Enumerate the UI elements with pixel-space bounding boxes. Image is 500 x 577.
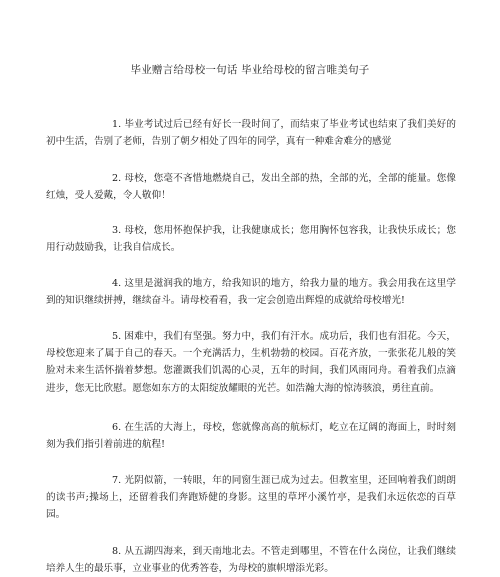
paragraph-6: 6. 在生活的大海上，母校，您就像高高的航标灯，屹立在辽阔的海面上，时时刻刻为我们指引着前进的航程! (46, 422, 456, 451)
paragraph-1: 1. 毕业考试过后已经有好长一段时间了，而结束了毕业考试也结束了我们美好的初中生活，告别了老师，告别了朝夕相处了四年的同学，真有一种难舍难分的感觉 (46, 119, 456, 148)
paragraph-7: 7. 光阴似箭，一转眼，年的同窗生涯已成为过去。但教室里，还回响着我们朗朗的读书声;操场上，还留着我们奔跑矫健的身影。这里的草坪小溪竹亭，是我们永远依恋的百草园。 (46, 475, 456, 521)
document-title: 毕业赠言给母校一句话 毕业给母校的留言唯美句子 (130, 64, 370, 76)
paragraph-8: 8. 从五湖四海来，到天南地北去。不管走到哪里，不管在什么岗位，让我们继续培养人生的最乐事，立业事业的优秀答卷，为母校的旗帜增添光彩。 (46, 546, 456, 575)
paragraph-3: 3. 母校，您用怀抱保护我，让我健康成长；您用胸怀包容我，让我快乐成长；您用行动鼓励我，让我自信成长。 (46, 225, 456, 254)
paragraph-5: 5. 困难中，我们有坚强。努力中，我们有汗水。成功后，我们也有泪花。今天，母校您迎来了属于自己的春天。一个充满活力，生机勃勃的校园。百花齐放，一张张花儿般的笑脸对未来生活怀揣着梦想。您灌溉我们饥渴的心灵，五年的时间，我们风雨同舟。看着我们点滴进步，您无比欣慰。愿您如东方的太阳绽放耀眼的光芒。如浩瀚大海的惊涛骇浪，勇往直前。 (46, 331, 456, 394)
paragraph-2: 2. 母校，您毫不吝惜地燃烧自己，发出全部的热，全部的光，全部的能量。您像红烛，受人爱戴，令人敬仰！ (46, 173, 456, 202)
paragraph-4: 4. 这里是滋润我的地方，给我知识的地方，给我力量的地方。我会用我在这里学到的知识继续拼搏，继续奋斗。请母校看看，我一定会创造出辉煌的成就给母校增光! (46, 278, 456, 307)
